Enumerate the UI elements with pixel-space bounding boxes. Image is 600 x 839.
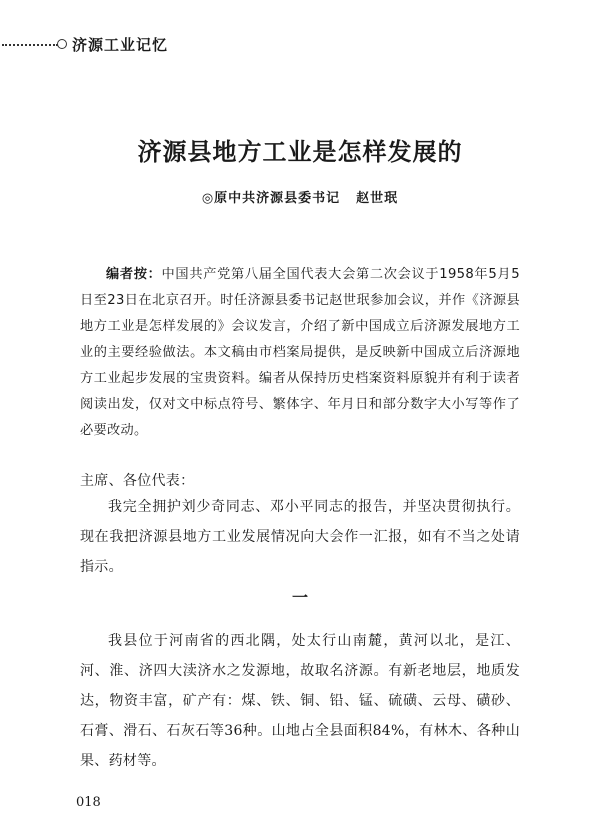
byline-role: 原中共济源县委书记 (214, 191, 341, 206)
running-header (0, 34, 600, 56)
editor-note-text: 中国共产党第八届全国代表大会第二次会议于1958年5月5日至23日在北京召开。时任济源县委书记赵世珉参加会议，并作《济源县地方工业是怎样发展的》会议发言，介绍了新中国成立后济源发展地方工业的主要经验做法。本文稿由市档案局提供，是反映新中国成立后济源地方工业起步发展的宝贵资料。编者从保持历史档案资料原貌并有利于读者阅读出发，仅对文中标点符号、繁体字、年月日和部分数字大小写等作了必要改动。 (80, 267, 520, 438)
page-number: 018 (76, 795, 101, 810)
body-paragraph-1: 我完全拥护刘少奇同志、邓小平同志的报告，并坚决贯彻执行。现在我把济源县地方工业发展情况向大会作一汇报，如有不当之处请指示。 (80, 499, 520, 575)
editor-note-label: 编者按： (106, 267, 162, 282)
byline (0, 187, 600, 206)
salutation: 主席、各位代表： (80, 473, 195, 489)
byline-author: 赵世珉 (356, 191, 399, 206)
section-number: 一 (291, 588, 308, 607)
header-dotted-rule (2, 44, 58, 46)
header-circle-icon (57, 39, 67, 49)
editor-note (80, 262, 520, 444)
running-title: 济源工业记忆 (72, 36, 169, 54)
body-paragraph-2: 我县位于河南省的西北隅，处太行山南麓，黄河以北，是江、河、淮、济四大渎济水之发源地，故取名济源。有新老地层，地质发达，物资丰富，矿产有：煤、铁、铜、铅、锰、硫磺、云母、磺砂、石膏、滑石、石灰石等36种。山地占全县面积84%，有林木、各种山果、药材等。 (80, 633, 520, 769)
byline-circle-icon: ◎ (201, 191, 215, 206)
article-title: 济源县地方工业是怎样发展的 (137, 137, 463, 166)
